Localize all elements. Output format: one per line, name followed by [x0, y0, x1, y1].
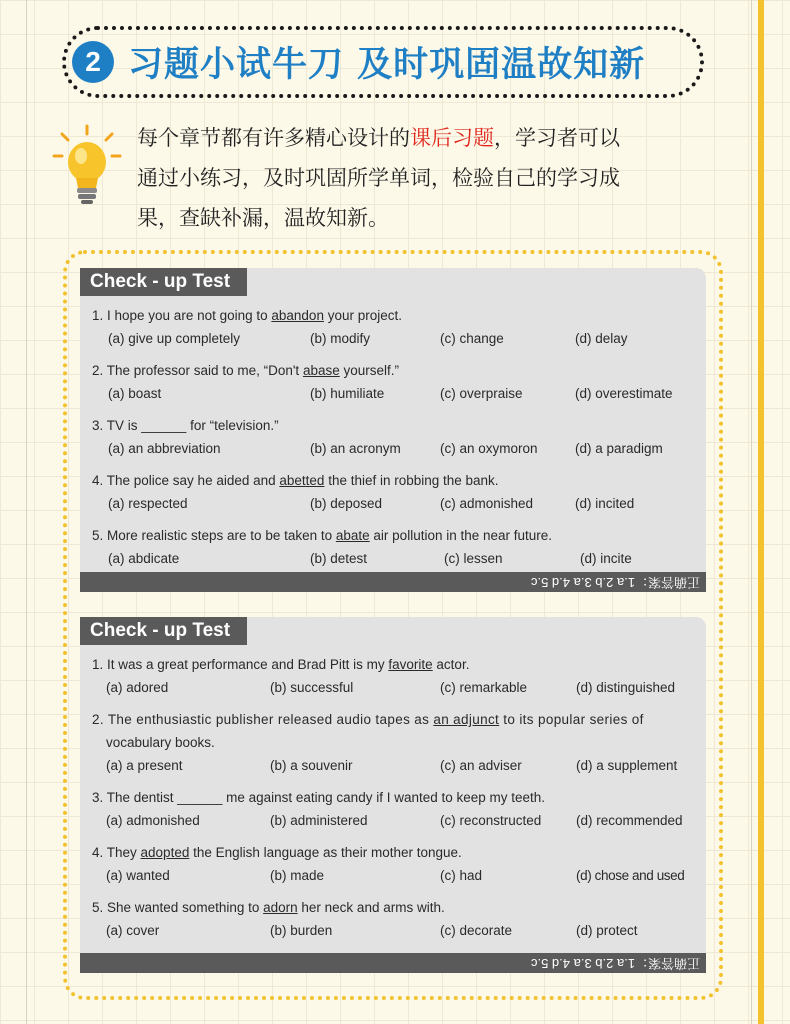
- intro-paragraph: [137, 118, 737, 238]
- option: (b) an acronym: [310, 441, 401, 456]
- card-title: Check - up Test: [80, 617, 247, 645]
- option: (c) decorate: [440, 923, 513, 938]
- option: (d) a paradigm: [575, 441, 663, 456]
- question: 1. It was a great performance and Brad Pitt is my favorite actor.: [92, 657, 470, 672]
- option: (d) a supplement: [576, 758, 678, 773]
- option: (b) successful: [270, 680, 354, 695]
- answer-key-text: 正确答案：1.a 2.b 3.a 4.d 5.c: [530, 575, 700, 590]
- option: (c) an adviser: [440, 758, 522, 773]
- option: (d) incited: [575, 496, 635, 511]
- option: (d) recommended: [576, 813, 683, 828]
- option: (d) chose and used: [576, 868, 685, 883]
- option: (b) humiliate: [310, 386, 385, 401]
- option: (a) admonished: [106, 813, 200, 828]
- page-edge-left: [26, 0, 27, 1024]
- option: (c) had: [440, 868, 483, 883]
- option: (a) boast: [108, 386, 162, 401]
- option: (a) abdicate: [108, 551, 180, 566]
- option: (c) remarkable: [440, 680, 528, 695]
- question-continued: vocabulary books.: [106, 735, 215, 750]
- option: (b) burden: [270, 923, 333, 938]
- section-title: 习题小试牛刀 及时巩固温故知新: [128, 45, 646, 85]
- option: (a) respected: [108, 496, 188, 511]
- answer-key-bar: [80, 572, 706, 592]
- option: (b) administered: [270, 813, 368, 828]
- intro-line-3: 果，查缺补漏，温故知新。: [137, 206, 389, 230]
- section-number-badge: 2: [72, 41, 114, 83]
- highlight-text: 课后习题: [410, 126, 494, 150]
- option: (a) a present: [106, 758, 183, 773]
- option: (c) change: [440, 331, 504, 346]
- question: 4. The police say he aided and abetted the thief in robbing the bank.: [92, 473, 499, 488]
- option: (b) detest: [310, 551, 368, 566]
- question: 3. The dentist ______ me against eating candy if I wanted to keep my teeth.: [92, 790, 546, 805]
- question: 5. More realistic steps are to be taken to abate air pollution in the near future.: [92, 528, 553, 543]
- intro-line-2: 通过小练习，及时巩固所学单词，检验自己的学习成: [137, 166, 620, 190]
- answer-key-bar: [80, 953, 706, 973]
- question: 5. She wanted something to adorn her neck and arms with.: [92, 900, 445, 915]
- page-edge-right-line: [751, 0, 752, 1024]
- question: 3. TV is ______ for “television.”: [92, 418, 279, 433]
- card-title: Check - up Test: [80, 268, 247, 296]
- option: (a) an abbreviation: [108, 441, 221, 456]
- option: (d) incite: [580, 551, 632, 566]
- option: (c) overpraise: [440, 386, 523, 401]
- option: (d) overestimate: [575, 386, 673, 401]
- section-header: [62, 26, 704, 98]
- option: (b) deposed: [310, 496, 383, 511]
- option: (a) cover: [106, 923, 160, 938]
- option: (c) lessen: [444, 551, 503, 566]
- option: (d) distinguished: [576, 680, 676, 695]
- option: (d) protect: [576, 923, 638, 938]
- intro-line-1: 每个章节都有许多精心设计的课后习题，学习者可以: [137, 126, 620, 150]
- question: 2. The professor said to me, “Don't abase yourself.”: [92, 363, 400, 378]
- question: 1. I hope you are not going to abandon your project.: [92, 308, 402, 323]
- checkup-test-card-2: [80, 617, 706, 973]
- lightbulb-icon: [52, 124, 122, 208]
- option: (c) reconstructed: [440, 813, 542, 828]
- answer-key-text: 正确答案：1.a 2.b 3.a 4.d 5.c: [530, 956, 700, 971]
- option: (a) wanted: [106, 868, 170, 883]
- option: (b) a souvenir: [270, 758, 353, 773]
- question: 4. They adopted the English language as their mother tongue.: [92, 845, 462, 860]
- option: (a) adored: [106, 680, 169, 695]
- page-edge-right-bar: [758, 0, 764, 1024]
- option: (b) made: [270, 868, 325, 883]
- option: (c) an oxymoron: [440, 441, 538, 456]
- question: 2. The enthusiastic publisher released audio tapes as an adjunct to its popular series of: [92, 712, 644, 727]
- checkup-test-card-1: [80, 268, 706, 592]
- option: (c) admonished: [440, 496, 534, 511]
- option: (a) give up completely: [108, 331, 241, 346]
- option: (b) modify: [310, 331, 371, 346]
- option: (d) delay: [575, 331, 628, 346]
